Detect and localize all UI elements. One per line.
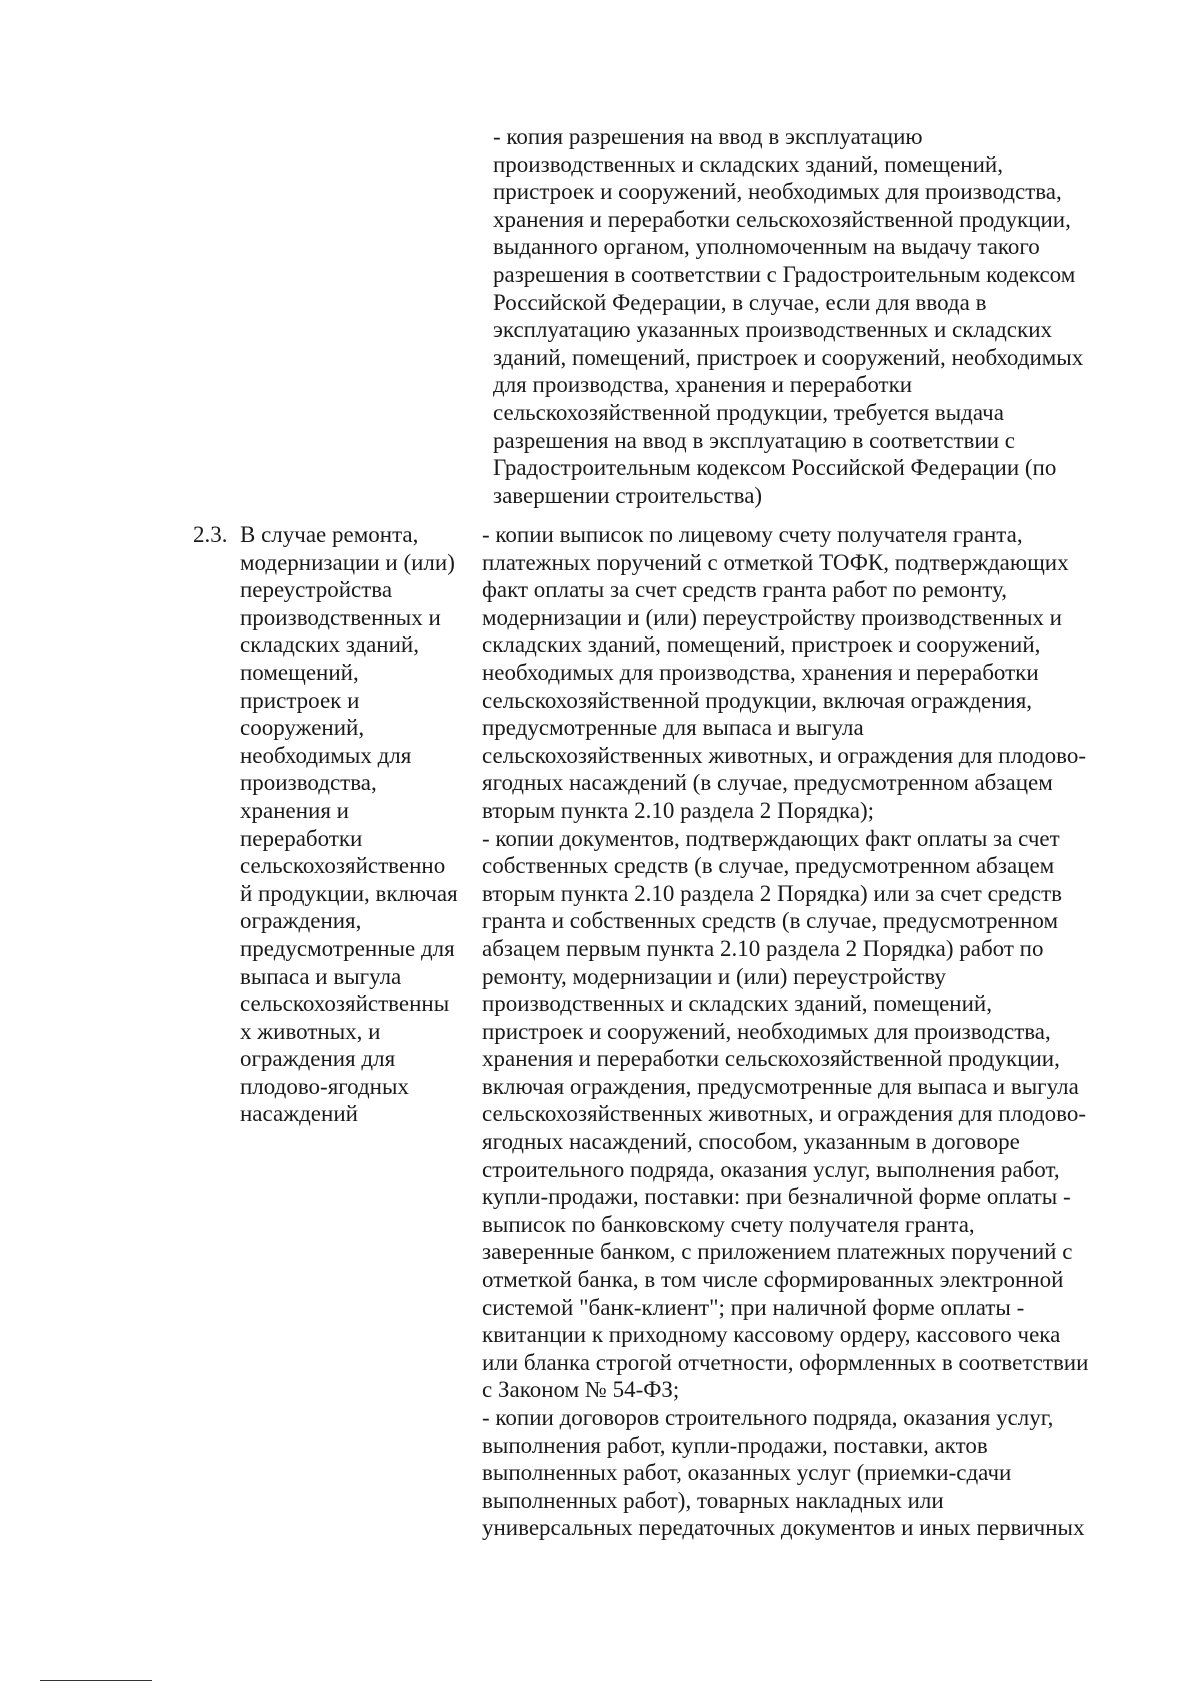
document-line: выполнения работ, купли-продажи, поставки, актов: [482, 1432, 988, 1458]
document-line: сельскохозяйственных животных, и ограждения для плодово-: [482, 1101, 1086, 1127]
document-line: модернизации и (или) переустройству производственных и: [482, 604, 1062, 630]
condition-line: й продукции, включая: [240, 880, 458, 906]
document-line: факт оплаты за счет средств гранта работ по ремонту,: [482, 577, 1007, 603]
document-line: ремонту, модернизации и (или) переустройству: [482, 963, 946, 989]
text-line: выданного органом, уполномоченным на выдачу такого: [493, 234, 1040, 260]
document-line: вторым пункта 2.10 раздела 2 Порядка);: [482, 797, 875, 823]
document-line: с Законом № 54-ФЗ;: [482, 1377, 680, 1403]
condition-line: ограждения,: [240, 908, 362, 934]
continued-document-requirement: [493, 123, 1133, 509]
document-line: сельскохозяйственной продукции, включая ограждения,: [482, 687, 1033, 713]
condition-line: пристроек и: [240, 687, 360, 713]
text-line: эксплуатацию указанных производственных и складских: [493, 317, 1052, 343]
document-line: - копии выписок по лицевому счету получателя гранта,: [482, 522, 1023, 547]
text-line: сельскохозяйственной продукции, требуется выдача: [493, 399, 1004, 425]
condition-line: В случае ремонта,: [240, 522, 419, 547]
document-line: складских зданий, помещений, пристроек и сооружений,: [482, 632, 1041, 658]
document-line: строительного подряда, оказания услуг, выполнения работ,: [482, 1156, 1060, 1182]
condition-line: сооружений,: [240, 715, 365, 741]
condition-line: ограждения для: [240, 1046, 396, 1072]
document-line: универсальных передаточных документов и иных первичных: [482, 1515, 1085, 1541]
document-line: выполненных работ), товарных накладных или: [482, 1487, 944, 1513]
condition-line: переустройства: [240, 577, 393, 603]
document-line: предусмотренные для выпаса и выгула: [482, 715, 864, 741]
row-condition-text: [240, 521, 480, 1128]
document-line: выписок по банковскому счету получателя гранта,: [482, 1211, 975, 1237]
document-line: или бланка строгой отчетности, оформленных в соответствии: [482, 1349, 1089, 1375]
document-line: производственных и складских зданий, помещений,: [482, 991, 992, 1017]
condition-line: модернизации и (или): [240, 549, 455, 575]
document-line: гранта и собственных средств (в случае, предусмотренном: [482, 908, 1058, 934]
document-line: - копии документов, подтверждающих факт оплаты за счет: [482, 825, 1060, 851]
text-line: разрешения в соответствии с Градостроительным кодексом: [493, 261, 1076, 287]
condition-line: предусмотренные для: [240, 935, 455, 961]
document-line: сельскохозяйственных животных, и ограждения для плодово-: [482, 742, 1086, 768]
row-document-list: [482, 521, 1142, 1542]
text-line: зданий, помещений, пристроек и сооружений, необходимых: [493, 344, 1084, 370]
document-line: квитанции к приходному кассовому ордеру, кассового чека: [482, 1322, 1061, 1348]
footnote-separator: [40, 1680, 152, 1681]
condition-line: производства,: [240, 770, 377, 796]
text-line: производственных и складских зданий, помещений,: [493, 151, 1003, 177]
condition-line: складских зданий,: [240, 632, 419, 658]
document-line: заверенные банком, с приложением платежных поручений с: [482, 1239, 1073, 1265]
text-line: Российской Федерации, в случае, если для ввода в: [493, 289, 987, 315]
document-line: ягодных насаждений (в случае, предусмотренном абзацем: [482, 770, 1053, 796]
document-line: вторым пункта 2.10 раздела 2 Порядка) или за счет средств: [482, 880, 1063, 906]
condition-line: помещений,: [240, 659, 359, 685]
condition-line: выпаса и выгула: [240, 963, 402, 989]
condition-line: необходимых для: [240, 742, 412, 768]
document-line: собственных средств (в случае, предусмотренном абзацем: [482, 853, 1055, 879]
document-line: абзацем первым пункта 2.10 раздела 2 Порядка) работ по: [482, 935, 1044, 961]
text-line: Градостроительным кодексом Российской Федерации (по: [493, 455, 1057, 481]
text-line: пристроек и сооружений, необходимых для производства,: [493, 179, 1062, 205]
text-line: разрешения на ввод в эксплуатацию в соответствии с: [493, 427, 1015, 453]
document-line: отметкой банка, в том числе сформированных электронной: [482, 1267, 1064, 1293]
document-line: пристроек и сооружений, необходимых для производства,: [482, 1018, 1051, 1044]
text-line: для производства, хранения и переработки: [493, 372, 913, 398]
condition-line: переработки: [240, 825, 363, 851]
document-line: ягодных насаждений, способом, указанным в договоре: [482, 1129, 1020, 1155]
condition-line: сельскохозяйственны: [240, 991, 450, 1017]
condition-line: насаждений: [240, 1101, 358, 1127]
document-line: системой "банк-клиент"; при наличной форме оплаты -: [482, 1294, 1025, 1320]
condition-line: сельскохозяйственно: [240, 853, 446, 879]
text-line: хранения и переработки сельскохозяйственной продукции,: [493, 206, 1071, 232]
text-line: - копия разрешения на ввод в эксплуатацию: [493, 124, 923, 149]
document-line: платежных поручений с отметкой ТОФК, подтверждающих: [482, 549, 1069, 575]
document-line: купли-продажи, поставки: при безналичной форме оплаты -: [482, 1184, 1071, 1210]
condition-line: плодово-ягодных: [240, 1073, 409, 1099]
document-line: включая ограждения, предусмотренные для выпаса и выгула: [482, 1073, 1079, 1099]
condition-line: хранения и: [240, 797, 349, 823]
document-line: - копии договоров строительного подряда, оказания услуг,: [482, 1405, 1054, 1430]
row-number: 2.3.: [193, 522, 228, 547]
condition-line: производственных и: [240, 604, 441, 630]
document-line: необходимых для производства, хранения и переработки: [482, 659, 1039, 685]
condition-line: х животных, и: [240, 1018, 381, 1044]
text-line: завершении строительства): [493, 482, 763, 508]
document-line: хранения и переработки сельскохозяйственной продукции,: [482, 1046, 1060, 1072]
document-line: выполненных работ, оказанных услуг (приемки-сдачи: [482, 1460, 1012, 1486]
